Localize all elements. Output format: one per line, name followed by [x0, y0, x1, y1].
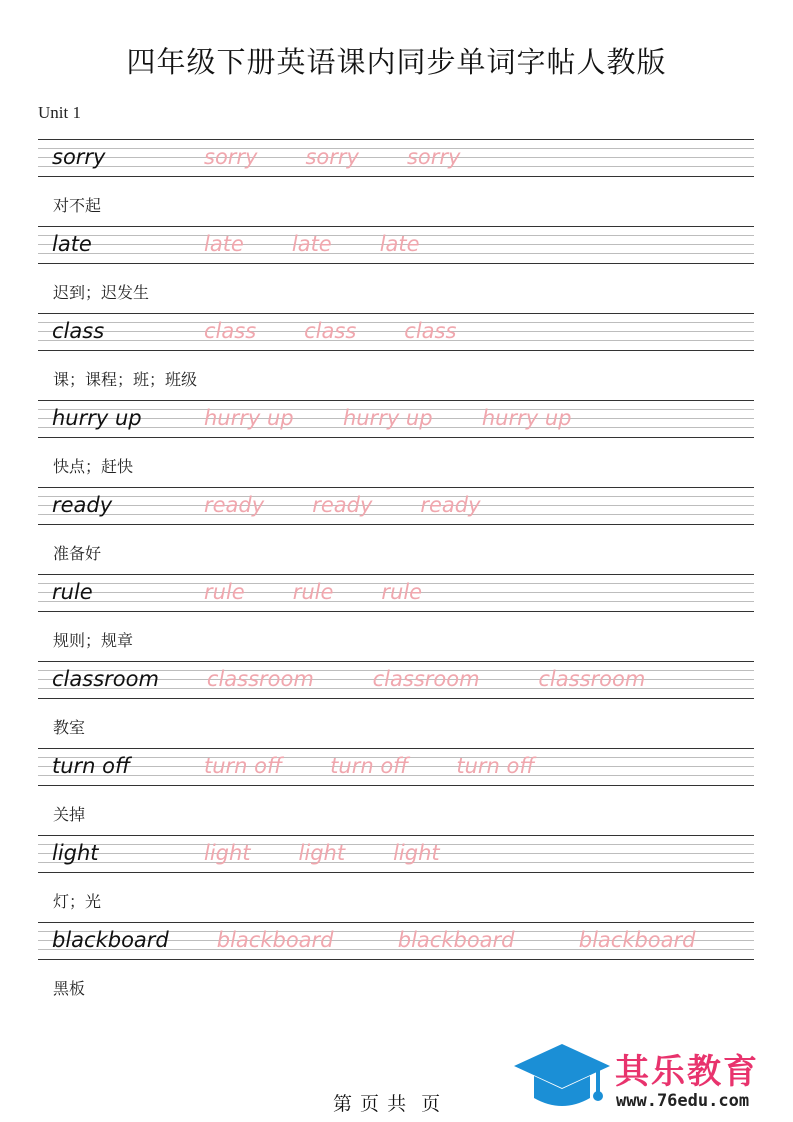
word-meaning: 黑板 — [53, 979, 86, 998]
trace-word: class — [204, 319, 257, 343]
brand-url: www.76edu.com — [616, 1091, 750, 1111]
vocab-word: rule — [52, 580, 93, 604]
vocab-word: hurry up — [52, 406, 142, 430]
trace-word: rule — [381, 580, 423, 604]
vocab-word: light — [52, 841, 99, 865]
vocab-word: blackboard — [52, 928, 169, 952]
trace-word: classroom — [372, 667, 480, 691]
trace-word: late — [204, 232, 244, 256]
word-meaning: 灯；光 — [53, 892, 102, 911]
writing-guide-lines — [38, 139, 754, 177]
word-meaning: 快点；赶快 — [53, 457, 134, 476]
word-meaning: 关掉 — [53, 805, 86, 824]
word-row — [38, 835, 754, 873]
vocab-word: classroom — [52, 667, 159, 691]
trace-word: light — [204, 841, 251, 865]
trace-word: class — [404, 319, 457, 343]
trace-word: blackboard — [216, 928, 334, 952]
trace-word: sorry — [406, 145, 461, 169]
word-row — [38, 226, 754, 264]
trace-word: rule — [292, 580, 334, 604]
word-row — [38, 922, 754, 960]
word-row — [38, 313, 754, 351]
page-title: 四年级下册英语课内同步单词字帖人教版 — [126, 45, 667, 79]
graduation-cap-icon — [512, 1042, 612, 1116]
vocab-word: sorry — [52, 145, 106, 169]
trace-word: light — [298, 841, 346, 865]
trace-word: sorry — [204, 145, 258, 169]
writing-guide-lines — [38, 313, 754, 351]
trace-word: turn off — [204, 754, 283, 778]
brand-name: 其乐教育 — [615, 1052, 759, 1092]
trace-word: late — [291, 232, 332, 256]
word-meaning: 教室 — [53, 718, 86, 737]
word-row — [38, 574, 754, 612]
trace-word: late — [379, 232, 420, 256]
trace-word: hurry up — [204, 406, 294, 430]
page-footer: 第 页 共 页 — [333, 1093, 442, 1115]
writing-guide-lines — [38, 487, 754, 525]
trace-word: classroom — [538, 667, 646, 691]
trace-word: ready — [312, 493, 373, 517]
word-meaning: 准备好 — [53, 544, 102, 563]
vocab-word: class — [52, 319, 105, 343]
word-meaning: 课；课程；班；班级 — [53, 370, 198, 389]
unit-label: Unit 1 — [38, 103, 81, 122]
trace-word: turn off — [456, 754, 535, 778]
word-row — [38, 748, 754, 786]
trace-word: light — [393, 841, 440, 865]
trace-word: blackboard — [397, 928, 515, 952]
trace-word: class — [304, 319, 357, 343]
trace-word: sorry — [305, 145, 359, 169]
brand-logo — [512, 1040, 787, 1120]
trace-word: hurry up — [481, 406, 572, 430]
word-row — [38, 400, 754, 438]
trace-word: ready — [420, 493, 481, 517]
vocab-word: ready — [52, 493, 113, 517]
word-row — [38, 661, 754, 699]
word-row — [38, 139, 754, 177]
word-meaning: 规则；规章 — [53, 631, 134, 650]
trace-word: hurry up — [342, 406, 433, 430]
trace-word: rule — [204, 580, 245, 604]
trace-word: ready — [204, 493, 265, 517]
trace-word: blackboard — [578, 928, 696, 952]
trace-word: turn off — [330, 754, 409, 778]
word-meaning: 迟到；迟发生 — [53, 283, 150, 302]
vocab-word: late — [52, 232, 92, 256]
word-meaning: 对不起 — [53, 196, 102, 215]
vocab-word: turn off — [52, 754, 131, 778]
word-row — [38, 487, 754, 525]
trace-word: classroom — [206, 667, 314, 691]
